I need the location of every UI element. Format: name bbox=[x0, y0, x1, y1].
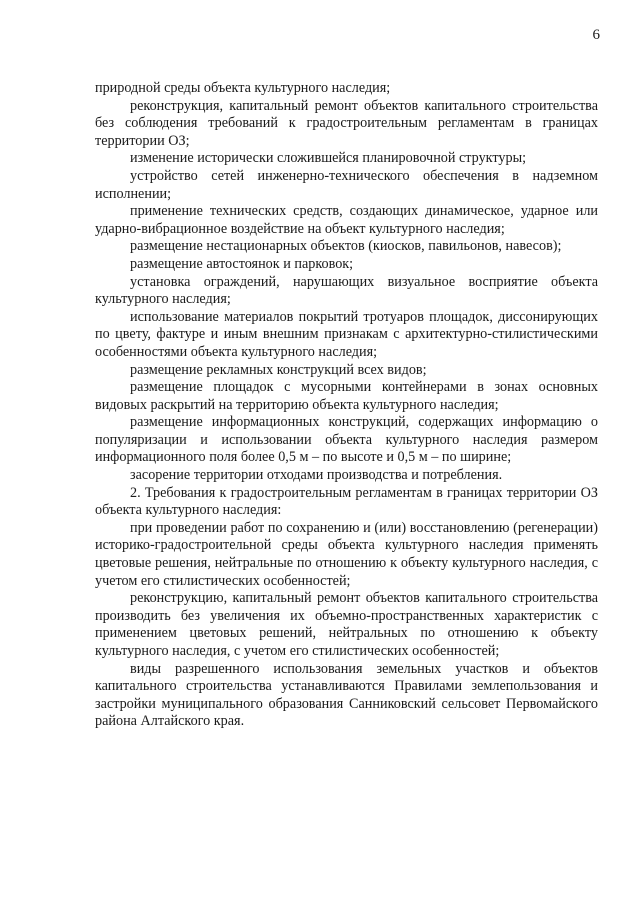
paragraph-1: природной среды объекта культурного наследия; bbox=[95, 80, 391, 96]
paragraph-5: применение технических средств, создающих динамическое, ударное или ударно-вибрационное воздействие на объект культурного наследия; bbox=[95, 203, 598, 237]
paragraph-11: размещение площадок с мусорными контейнерами в зонах основных видовых раскрытий на территорию объекта культурного наследия; bbox=[95, 379, 598, 413]
paragraph-9: использование материалов покрытий тротуаров площадок, диссонирующих по цвету, фактуре и иным внешним признакам с архитектурно-стилистическими особенностями объекта культурного наследия; bbox=[95, 308, 598, 360]
paragraph-10: размещение рекламных конструкций всех видов; bbox=[130, 361, 427, 378]
paragraph-3: изменение исторически сложившейся планировочной структуры; bbox=[130, 150, 527, 167]
paragraph-7: размещение автостоянок и парковок; bbox=[130, 255, 354, 272]
paragraph-8: установка ограждений, нарушающих визуальное восприятие объекта культурного наследия; bbox=[95, 273, 598, 308]
paragraph-16: реконструкцию, капитальный ремонт объектов капитального строительства производить без увеличения их объемно-пространственных характеристик с применением цветовых решений, нейтральных по отношению к объекту культурного наследия, с учетом его стилистических особенностей; bbox=[95, 590, 598, 659]
paragraph-17: виды разрешенного использования земельных участков и объектов капитального строительства устанавливаются Правилами землепользования и застройки муниципального образования Санниковский сельсовет Первомайского района Алтайского края. bbox=[95, 660, 598, 730]
page-number: 6 bbox=[592, 27, 600, 43]
paragraph-12: размещение информационных конструкций, содержащих информацию о популяризации и использовании объекта культурного наследия размером информационного поля более 0,5 м – по высоте и 0,5 м – по ширине; bbox=[95, 414, 598, 466]
document-body bbox=[95, 80, 598, 731]
paragraph-14: 2. Требования к градостроительным регламентам в границах территории ОЗ объекта культурного наследия: bbox=[95, 484, 598, 519]
paragraph-13: засорение территории отходами производства и потребления. bbox=[130, 467, 503, 484]
paragraph-2: реконструкция, капитальный ремонт объектов капитального строительства без соблюдения требований к градостроительным регламентам в границах территории ОЗ; bbox=[95, 97, 598, 149]
paragraph-6: размещение нестационарных объектов (киосков, павильонов, навесов); bbox=[130, 238, 562, 255]
paragraph-4: устройство сетей инженерно-технического обеспечения в надземном исполнении; bbox=[95, 167, 598, 202]
paragraph-15: при проведении работ по сохранению и (или) восстановлению (регенерации) историко-градостроительной среды объекта культурного наследия применять цветовые решения, нейтральные по отношению к объекту культурного наследия, с учетом его стилистических особенностей; bbox=[95, 519, 598, 589]
